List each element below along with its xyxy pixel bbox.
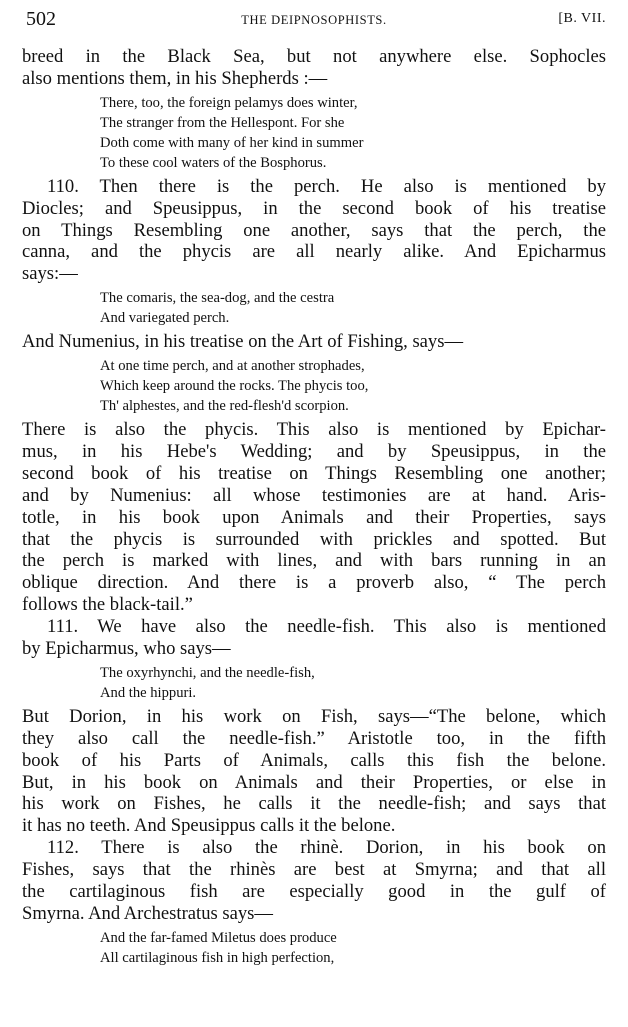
text-line: Fishes, says that the rhinès are best at Smyrna; and that all (22, 859, 606, 881)
text-line: And Numenius, in his treatise on the Art of Fishing, says— (22, 331, 464, 353)
text-line: also mentions them, in his Shepherds :— (22, 67, 328, 89)
text-line: totle, in his book upon Animals and their Properties, says (22, 506, 606, 528)
page-header (0, 8, 628, 34)
text-line: oblique direction. And there is a proverb also, “ The perch (22, 572, 606, 594)
text-line: book of his Parts of Animals, calls this fish the belone. (22, 749, 606, 771)
page-number: 502 (26, 8, 56, 30)
text-line: it has no teeth. And Speusippus calls it the belone. (22, 815, 396, 837)
verse-line: All cartilaginous fish in high perfection, (100, 949, 335, 966)
verse-line: Which keep around the rocks. The phycis too, (100, 378, 369, 395)
text-line: the cartilaginous fish are especially good in the gulf of (22, 881, 606, 903)
text-line: mus, in his Hebe's Wedding; and by Speusippus, in the (22, 441, 606, 463)
verse-line: The stranger from the Hellespont. For she (100, 114, 345, 131)
text-line: breed in the Black Sea, but not anywhere else. Sophocles (22, 46, 606, 67)
text-line: Smyrna. And Archestratus says— (22, 902, 273, 924)
running-title: THE DEIPNOSOPHISTS. (241, 13, 387, 27)
text-line: on Things Resembling one another, says that the perch, the (22, 219, 606, 241)
verse-line: Th' alphestes, and the red-flesh'd scorpion. (100, 398, 349, 415)
text-line: that the phycis is surrounded with prickles and spotted. But (22, 528, 606, 550)
page-body (22, 46, 606, 968)
text-line: But Dorion, in his work on Fish, says—“The belone, which (22, 705, 606, 727)
verse-line: And the far-famed Miletus does produce (100, 929, 337, 946)
paragraph-start-line: 112. There is also the rhinè. Dorion, in his book on (47, 837, 606, 859)
text-line: by Epicharmus, who says— (22, 638, 231, 660)
text-line: But, in his book on Animals and their Properties, or else in (22, 771, 606, 793)
verse-line: There, too, the foreign pelamys does winter, (100, 94, 358, 111)
paragraph-start-line: 111. We have also the needle-fish. This also is mentioned (47, 616, 606, 638)
verse-line: The comaris, the sea-dog, and the cestra (100, 290, 335, 307)
verse-line: And variegated perch. (100, 310, 230, 327)
verse-line: Doth come with many of her kind in summer (100, 134, 364, 151)
text-line: There is also the phycis. This also is mentioned by Epichar- (22, 419, 606, 441)
text-line: the perch is marked with lines, and with bars running in an (22, 550, 606, 572)
paragraph-start-line: 110. Then there is the perch. He also is mentioned by (47, 175, 606, 197)
text-line: Diocles; and Speusippus, in the second book of his treatise (22, 197, 606, 219)
text-line: follows the black-tail.” (22, 594, 193, 616)
text-line: second book of his treatise on Things Resembling one another; (22, 462, 606, 484)
text-line: says:— (22, 263, 78, 285)
text-line: his work on Fishes, he calls it the needle-fish; and says that (22, 793, 606, 815)
text-line: and by Numenius: all whose testimonies are at hand. Aris- (22, 484, 606, 506)
text-line: canna, and the phycis are all nearly alike. And Epicharmus (22, 241, 606, 263)
text-line: they also call the needle-fish.” Aristotle too, in the fifth (22, 727, 606, 749)
section-marker: [B. VII. (558, 11, 606, 26)
verse-line: The oxyrhynchi, and the needle-fish, (100, 664, 315, 681)
verse-line: At one time perch, and at another strophades, (100, 358, 365, 375)
verse-line: And the hippuri. (100, 684, 197, 701)
verse-line: To these cool waters of the Bosphorus. (100, 154, 327, 171)
